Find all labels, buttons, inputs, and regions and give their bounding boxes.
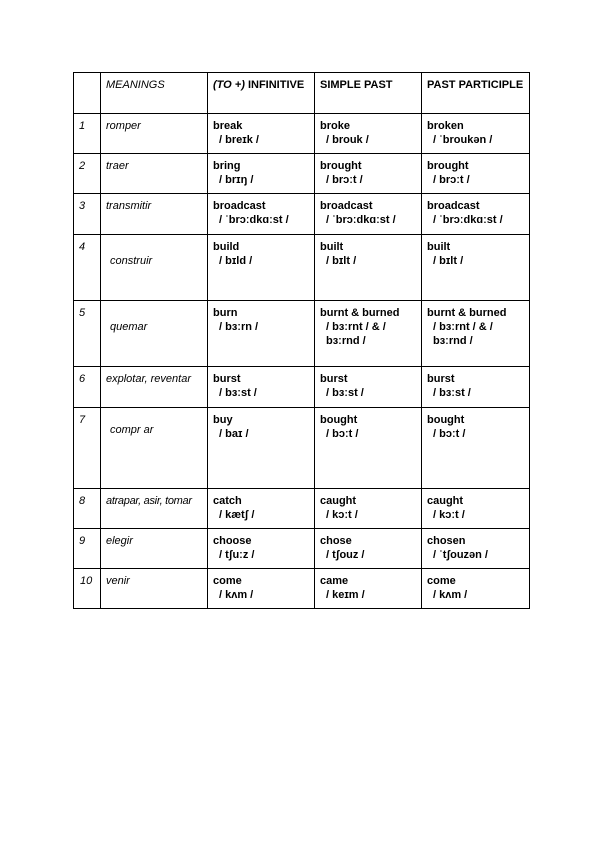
past-participle-ipa: / ˈbrɔːdkɑːst / bbox=[433, 214, 503, 226]
past-participle-form: brought bbox=[427, 160, 469, 172]
past-participle-form: broken bbox=[427, 120, 464, 132]
infinitive-form: catch bbox=[213, 495, 242, 507]
past-participle-form: come bbox=[427, 575, 456, 587]
simple-past-ipa: / bɔːt / bbox=[326, 428, 359, 440]
row-meaning bbox=[101, 235, 208, 301]
simple-past-form: came bbox=[320, 575, 349, 587]
past-participle-ipa: / ˈtʃouzən / bbox=[433, 549, 488, 561]
row-meaning bbox=[101, 301, 208, 367]
header-infinitive-label: INFINITIVE bbox=[244, 79, 305, 91]
simple-past-ipa: / bɜːrnt / & / bɜːrnd / bbox=[326, 321, 386, 347]
simple-past-form: burnt & burned bbox=[320, 307, 400, 319]
infinitive-ipa: / kætʃ / bbox=[219, 509, 255, 521]
past-participle-ipa: / brɔːt / bbox=[433, 174, 470, 186]
infinitive-cell bbox=[208, 154, 315, 194]
row-meaning-text: compr ar bbox=[110, 424, 154, 436]
past-participle-cell bbox=[422, 154, 530, 194]
infinitive-form: burst bbox=[213, 373, 241, 385]
table-header-row bbox=[74, 73, 530, 114]
simple-past-ipa: / ˈbrɔːdkɑːst / bbox=[326, 214, 396, 226]
past-participle-cell bbox=[422, 569, 530, 609]
infinitive-ipa: / bɪld / bbox=[219, 255, 253, 267]
past-participle-ipa: / kʌm / bbox=[433, 589, 468, 601]
infinitive-cell bbox=[208, 367, 315, 408]
infinitive-form: buy bbox=[213, 414, 233, 426]
header-infinitive-prefix: (TO +) bbox=[213, 79, 245, 91]
row-number: 9 bbox=[74, 529, 101, 569]
simple-past-cell bbox=[315, 154, 422, 194]
infinitive-ipa: / baɪ / bbox=[219, 428, 249, 440]
infinitive-cell bbox=[208, 114, 315, 154]
past-participle-cell bbox=[422, 489, 530, 529]
infinitive-form: come bbox=[213, 575, 242, 587]
infinitive-form: build bbox=[213, 241, 240, 253]
row-meaning: atrapar, asir, tomar bbox=[101, 489, 208, 529]
row-meaning: romper bbox=[101, 114, 208, 154]
infinitive-cell bbox=[208, 529, 315, 569]
past-participle-cell bbox=[422, 367, 530, 408]
past-participle-cell bbox=[422, 529, 530, 569]
row-meaning: elegir bbox=[101, 529, 208, 569]
row-meaning-text: quemar bbox=[110, 321, 148, 333]
simple-past-form: chose bbox=[320, 535, 352, 547]
past-participle-form: bought bbox=[427, 414, 465, 426]
row-number: 1 bbox=[74, 114, 101, 154]
row-number: 6 bbox=[74, 367, 101, 408]
simple-past-form: built bbox=[320, 241, 344, 253]
past-participle-cell bbox=[422, 235, 530, 301]
past-participle-ipa: / kɔːt / bbox=[433, 509, 465, 521]
infinitive-cell bbox=[208, 408, 315, 489]
simple-past-cell bbox=[315, 114, 422, 154]
simple-past-ipa: / bɜːst / bbox=[326, 387, 364, 399]
table-row bbox=[74, 529, 530, 569]
header-meanings: MEANINGS bbox=[101, 73, 208, 114]
past-participle-form: caught bbox=[427, 495, 464, 507]
infinitive-form: choose bbox=[213, 535, 252, 547]
simple-past-ipa: / brɔːt / bbox=[326, 174, 363, 186]
row-meaning: traer bbox=[101, 154, 208, 194]
row-number: 8 bbox=[74, 489, 101, 529]
infinitive-ipa: / tʃuːz / bbox=[219, 549, 255, 561]
table-row bbox=[74, 194, 530, 235]
simple-past-cell bbox=[315, 301, 422, 367]
infinitive-cell bbox=[208, 301, 315, 367]
simple-past-form: caught bbox=[320, 495, 357, 507]
infinitive-ipa: / brɪŋ / bbox=[219, 174, 254, 186]
simple-past-cell bbox=[315, 569, 422, 609]
simple-past-cell bbox=[315, 529, 422, 569]
infinitive-cell bbox=[208, 489, 315, 529]
header-past-participle: PAST PARTICIPLE bbox=[422, 73, 530, 114]
simple-past-cell bbox=[315, 194, 422, 235]
infinitive-ipa: / kʌm / bbox=[219, 589, 254, 601]
row-meaning: transmitir bbox=[101, 194, 208, 235]
table-row bbox=[74, 408, 530, 489]
infinitive-form: break bbox=[213, 120, 243, 132]
row-number: 3 bbox=[74, 194, 101, 235]
simple-past-cell bbox=[315, 489, 422, 529]
past-participle-form: broadcast bbox=[427, 200, 480, 212]
simple-past-form: bought bbox=[320, 414, 358, 426]
table-row bbox=[74, 367, 530, 408]
infinitive-form: burn bbox=[213, 307, 238, 319]
simple-past-ipa: / kɔːt / bbox=[326, 509, 358, 521]
header-infinitive bbox=[208, 73, 315, 114]
past-participle-form: burst bbox=[427, 373, 455, 385]
simple-past-form: brought bbox=[320, 160, 362, 172]
row-number: 5 bbox=[74, 301, 101, 367]
past-participle-form: chosen bbox=[427, 535, 466, 547]
infinitive-form: broadcast bbox=[213, 200, 266, 212]
past-participle-cell bbox=[422, 114, 530, 154]
table-row bbox=[74, 489, 530, 529]
row-meaning: explotar, reventar bbox=[101, 367, 208, 408]
table-row bbox=[74, 301, 530, 367]
table-row bbox=[74, 154, 530, 194]
row-number: 4 bbox=[74, 235, 101, 301]
simple-past-ipa: / keɪm / bbox=[326, 589, 365, 601]
infinitive-cell bbox=[208, 569, 315, 609]
past-participle-ipa: / bɜːst / bbox=[433, 387, 471, 399]
past-participle-ipa: / bɔːt / bbox=[433, 428, 466, 440]
past-participle-ipa: / bɪlt / bbox=[433, 255, 464, 267]
irregular-verbs-table bbox=[73, 72, 530, 609]
infinitive-ipa: / breɪk / bbox=[219, 134, 259, 146]
row-number: 7 bbox=[74, 408, 101, 489]
row-meaning bbox=[101, 408, 208, 489]
header-simple-past: SIMPLE PAST bbox=[315, 73, 422, 114]
past-participle-cell bbox=[422, 408, 530, 489]
past-participle-form: burnt & burned bbox=[427, 307, 507, 319]
row-meaning-text: construir bbox=[110, 255, 153, 267]
past-participle-cell bbox=[422, 301, 530, 367]
table-row bbox=[74, 569, 530, 609]
simple-past-form: broke bbox=[320, 120, 350, 132]
row-number: 10 bbox=[74, 569, 101, 609]
simple-past-ipa: / tʃouz / bbox=[326, 549, 365, 561]
row-meaning: venir bbox=[101, 569, 208, 609]
infinitive-ipa: / ˈbrɔːdkɑːst / bbox=[219, 214, 289, 226]
header-number bbox=[74, 73, 101, 114]
simple-past-form: burst bbox=[320, 373, 348, 385]
simple-past-form: broadcast bbox=[320, 200, 373, 212]
simple-past-cell bbox=[315, 367, 422, 408]
simple-past-cell bbox=[315, 408, 422, 489]
infinitive-form: bring bbox=[213, 160, 241, 172]
simple-past-cell bbox=[315, 235, 422, 301]
past-participle-cell bbox=[422, 194, 530, 235]
infinitive-ipa: / bɜːst / bbox=[219, 387, 257, 399]
past-participle-form: built bbox=[427, 241, 451, 253]
past-participle-ipa: / bɜːrnt / & / bɜːrnd / bbox=[433, 321, 493, 347]
simple-past-ipa: / bɪlt / bbox=[326, 255, 357, 267]
infinitive-ipa: / bɜːrn / bbox=[219, 321, 259, 333]
table-row bbox=[74, 235, 530, 301]
simple-past-ipa: / brouk / bbox=[326, 134, 369, 146]
infinitive-cell bbox=[208, 194, 315, 235]
table-row bbox=[74, 114, 530, 154]
past-participle-ipa: / ˈbroukən / bbox=[433, 134, 493, 146]
infinitive-cell bbox=[208, 235, 315, 301]
row-number: 2 bbox=[74, 154, 101, 194]
